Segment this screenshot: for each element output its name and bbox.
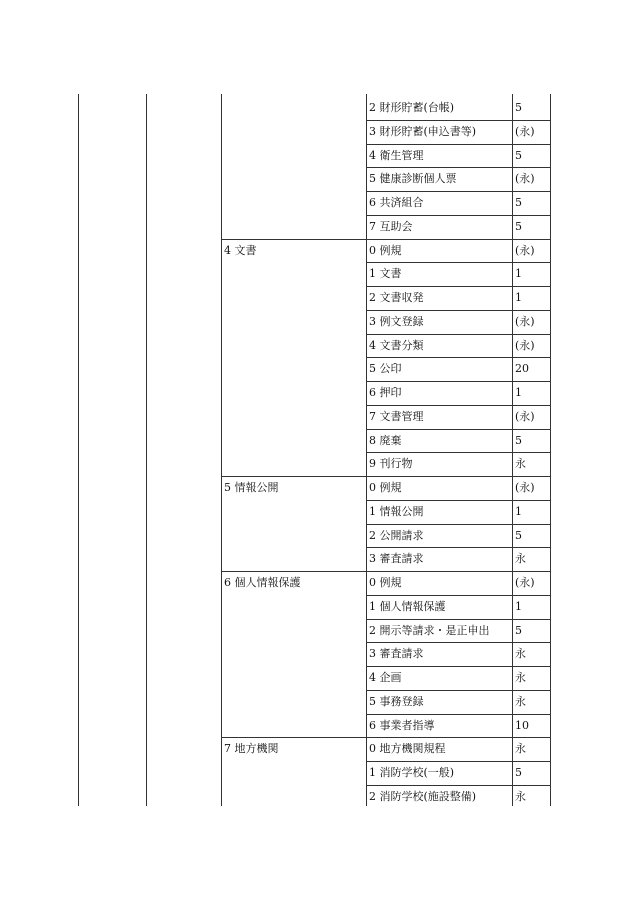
item-label: 4 衛生管理: [369, 149, 424, 162]
retention-value: 1: [515, 600, 522, 613]
item-label: 2 消防学校(施設整備): [369, 790, 477, 803]
row-divider: [366, 286, 551, 287]
row-divider: [366, 642, 551, 643]
retention-value: 永: [515, 695, 526, 708]
row-divider: [366, 500, 551, 501]
category-label: 6 個人情報保護: [224, 576, 301, 589]
retention-value: 1: [515, 386, 522, 399]
retention-value: 5: [515, 766, 522, 779]
retention-value: (永): [515, 410, 535, 423]
retention-value: 5: [515, 149, 522, 162]
row-divider: [366, 429, 551, 430]
item-label: 2 文書収発: [369, 291, 424, 304]
item-label: 6 共済組合: [369, 196, 424, 209]
item-label: 5 健康診断個人票: [369, 172, 457, 185]
row-divider: [366, 215, 551, 216]
retention-value: 10: [515, 719, 529, 732]
item-label: 0 地方機関規程: [369, 742, 446, 755]
retention-value: (永): [515, 339, 535, 352]
row-divider: [221, 571, 551, 572]
retention-value: 永: [515, 647, 526, 660]
item-label: 4 文書分類: [369, 339, 424, 352]
row-divider: [366, 547, 551, 548]
category-label: 4 文書: [224, 244, 257, 257]
row-divider: [366, 761, 551, 762]
item-label: 0 例規: [369, 576, 402, 589]
item-label: 7 文書管理: [369, 410, 424, 423]
retention-value: 1: [515, 267, 522, 280]
row-divider: [366, 595, 551, 596]
column-divider: [512, 94, 513, 806]
item-label: 3 例文登録: [369, 315, 424, 328]
item-label: 3 審査請求: [369, 647, 424, 660]
retention-value: 永: [515, 742, 526, 755]
row-divider: [366, 144, 551, 145]
retention-value: 永: [515, 457, 526, 470]
retention-value: 5: [515, 220, 522, 233]
item-label: 1 文書: [369, 267, 402, 280]
retention-value: 5: [515, 529, 522, 542]
retention-value: 永: [515, 552, 526, 565]
item-label: 5 公印: [369, 362, 402, 375]
retention-value: (永): [515, 481, 535, 494]
retention-value: (永): [515, 315, 535, 328]
column-divider: [221, 94, 222, 806]
retention-value: (永): [515, 576, 535, 589]
item-label: 1 個人情報保護: [369, 600, 446, 613]
category-label: 7 地方機関: [224, 742, 279, 755]
item-label: 1 情報公開: [369, 505, 424, 518]
row-divider: [366, 334, 551, 335]
column-divider: [146, 94, 147, 806]
row-divider: [366, 381, 551, 382]
category-label: 5 情報公開: [224, 481, 279, 494]
retention-value: (永): [515, 172, 535, 185]
item-label: 0 例規: [369, 481, 402, 494]
column-divider: [550, 94, 551, 806]
retention-value: 5: [515, 101, 522, 114]
column-divider: [366, 94, 367, 806]
retention-value: 1: [515, 505, 522, 518]
row-divider: [366, 191, 551, 192]
item-label: 6 押印: [369, 386, 402, 399]
item-label: 4 企画: [369, 671, 402, 684]
row-divider: [366, 666, 551, 667]
item-label: 3 財形貯蓄(申込書等): [369, 125, 477, 138]
retention-value: 20: [515, 362, 529, 375]
item-label: 1 消防学校(一般): [369, 766, 455, 779]
row-divider: [366, 690, 551, 691]
item-label: 9 刊行物: [369, 457, 413, 470]
row-divider: [366, 405, 551, 406]
row-divider: [221, 737, 551, 738]
row-divider: [366, 524, 551, 525]
row-divider: [366, 714, 551, 715]
row-divider: [366, 310, 551, 311]
retention-value: 1: [515, 291, 522, 304]
row-divider: [221, 476, 551, 477]
item-label: 3 審査請求: [369, 552, 424, 565]
retention-value: 永: [515, 671, 526, 684]
column-divider: [78, 94, 79, 806]
item-label: 6 事業者指導: [369, 719, 435, 732]
row-divider: [366, 785, 551, 786]
item-label: 7 互助会: [369, 220, 413, 233]
row-divider: [366, 619, 551, 620]
retention-value: 5: [515, 196, 522, 209]
row-divider: [366, 167, 551, 168]
item-label: 2 開示等請求・是正申出: [369, 624, 490, 637]
row-divider: [366, 120, 551, 121]
retention-value: 5: [515, 434, 522, 447]
retention-value: 永: [515, 790, 526, 803]
item-label: 0 例規: [369, 244, 402, 257]
retention-value: (永): [515, 125, 535, 138]
item-label: 5 事務登録: [369, 695, 424, 708]
item-label: 2 財形貯蓄(台帳): [369, 101, 455, 114]
row-divider: [366, 262, 551, 263]
retention-value: 5: [515, 624, 522, 637]
row-divider: [366, 357, 551, 358]
item-label: 2 公開請求: [369, 529, 424, 542]
row-divider: [221, 239, 551, 240]
retention-value: (永): [515, 244, 535, 257]
item-label: 8 廃棄: [369, 434, 402, 447]
row-divider: [366, 452, 551, 453]
